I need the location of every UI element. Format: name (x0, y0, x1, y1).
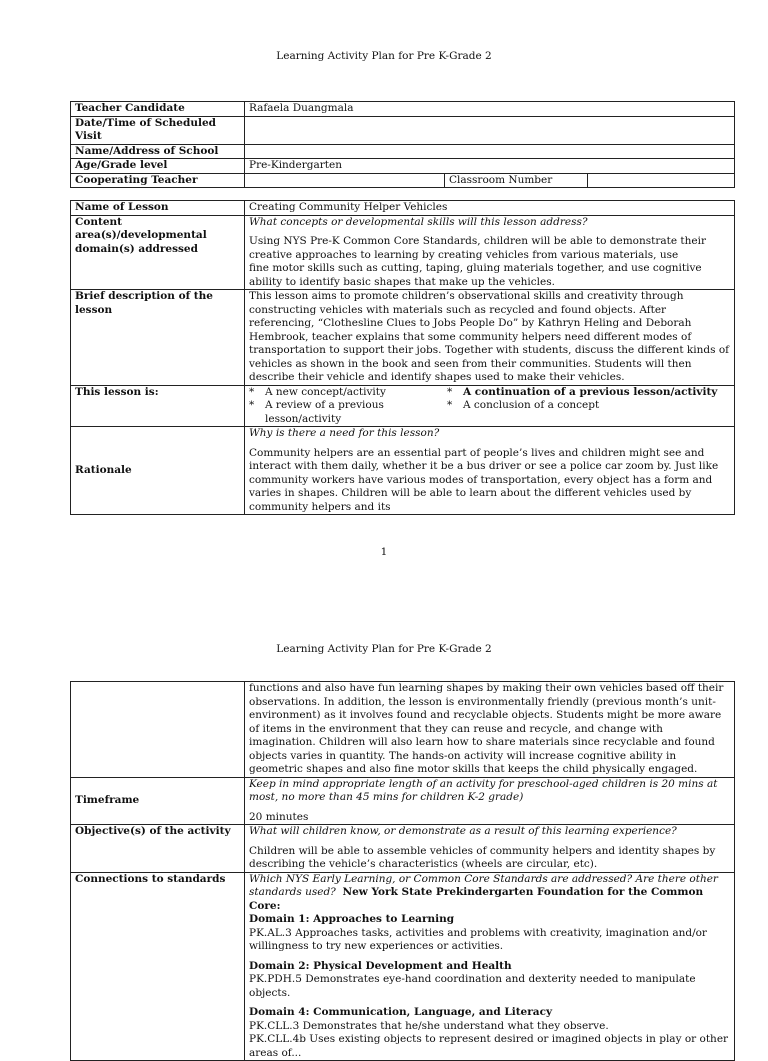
table-row (71, 173, 735, 188)
table-row (71, 144, 735, 159)
bullet: * (447, 399, 453, 411)
content-text: Using NYS Pre-K Common Core Standards, children will be able to demonstrate their creative approaches to learning by creating vehicles from various materials, use (249, 235, 706, 261)
field-label: Objective(s) of the activity (71, 825, 245, 873)
field-value (245, 144, 735, 159)
field-label: Cooperating Teacher (71, 173, 245, 188)
table-row (71, 290, 735, 386)
bullet: * (447, 385, 453, 398)
lesson-name: Creating Community Helper Vehicles (245, 201, 735, 216)
field-value (245, 173, 445, 188)
field-label: Name/Address of School (71, 144, 245, 159)
domain-title: Domain 4: Communication, Language, and Literacy (249, 1006, 553, 1018)
field-label: Brief description of the lesson (71, 290, 245, 386)
field-label: Date/Time of Scheduled Visit (71, 116, 245, 144)
domain-text: PK.CLL.3 Demonstrates that he/she understand what they observe. (249, 1019, 609, 1032)
field-value: Rafaela Duangmala (245, 102, 735, 117)
table-row (71, 215, 735, 290)
objective-text: Children will be able to assemble vehicles of community helpers and identity shapes by describing the vehicle’s characteristics (wheels are circular, etc). (249, 844, 716, 870)
domain-title: Domain 1: Approaches to Learning (249, 913, 455, 925)
table-row (71, 825, 735, 873)
option-conclusion: A conclusion of a concept (463, 399, 600, 411)
table-row (71, 385, 735, 427)
field-label: Connections to standards (71, 872, 245, 1061)
table-row (71, 102, 735, 117)
brief-text: This lesson aims to promote children’s observational skills and creativity through constructing vehicles with materials such as recycled and found objects. After referencing, “Clothesline Clues to Jobs People Do” by Kathryn Heling and Deborah Hembrook, teacher explains that some community helpers need different modes of transportation to support their jobs. Together with students, discuss the different kinds of vehicles as shown in the book and seen from their communities. Students will then describe their vehicle and identify shapes used to make their vehicles. (245, 290, 735, 386)
domain-title: Domain 2: Physical Development and Health (249, 959, 512, 972)
table-row (71, 159, 735, 174)
info-table (70, 101, 735, 188)
objective-prompt: What will children know, or demonstrate as a result of this learning experience? (249, 825, 677, 837)
domain-text: PK.PDH.5 Demonstrates eye-hand coordination and dexterity needed to manipulate objects. (249, 973, 696, 999)
option-continuation: A continuation of a previous lesson/activity (463, 385, 718, 398)
field-value (245, 116, 735, 144)
bullet: * (249, 399, 255, 411)
table-row (71, 777, 735, 825)
rationale-text: Community helpers are an essential part of people’s lives and children might see and interact with them daily, whether it be a bus driver or see a police car zoom by. Just like community workers have various modes of transportation, every object has a form and varies in shapes. Children will be able to learn about the different vehicles used by community helpers and its (249, 446, 719, 513)
option-new: A new concept/activity (265, 385, 386, 398)
table-row (71, 872, 735, 1061)
timeframe-value: 20 minutes (249, 810, 309, 823)
field-label: Classroom Number (445, 173, 588, 188)
table-row (71, 201, 735, 216)
rationale-prompt: Why is there a need for this lesson? (249, 427, 440, 439)
field-label: Age/Grade level (71, 159, 245, 174)
field-label: Rationale (71, 427, 245, 515)
field-label: Content area(s)/developmental domain(s) addressed (71, 215, 245, 290)
timeframe-prompt: Keep in mind appropriate length of an activity for preschool-aged children is 20 mins at most, no more than 45 mins for children K-2 grade) (249, 777, 718, 803)
content-prompt: What concepts or developmental skills will this lesson address? (249, 215, 588, 228)
table-row (71, 682, 735, 778)
option-review: A review of a previous lesson/activity (265, 399, 384, 425)
field-label: Teacher Candidate (71, 102, 245, 117)
field-label: This lesson is: (71, 385, 245, 427)
field-label: Timeframe (71, 777, 245, 825)
field-value (588, 173, 735, 188)
rationale-text: functions and also have fun learning shapes by making their own vehicles based off their observations. In addition, the lesson is environmentally friendly (previous month’s unit-environment) as it involves found and recyclable objects. Students might be more aware of items in the environment that they can reuse and recycle, and change with imagination. Children will also learn how to share materials since recyclable and found objects varies in quantity. The hands-on activity will increase cognitive ability in geometric shapes and also fine motor skills that keeps the child physically engaged. (245, 682, 735, 778)
page-header: Learning Activity Plan for Pre K-Grade 2 (276, 643, 492, 655)
bullet: * (249, 385, 255, 398)
field-value: Pre-Kindergarten (245, 159, 735, 174)
content-text: fine motor skills such as cutting, taping, gluing materials together, and use cognitive ability to identify basic shapes that make up the vehicles. (249, 262, 702, 288)
domain-text: PK.AL.3 Approaches tasks, activities and problems with creativity, imagination and/or willingness to try new experiences or activities. (249, 926, 707, 952)
table-row (71, 427, 735, 515)
field-label: Name of Lesson (71, 201, 245, 216)
page-header: Learning Activity Plan for Pre K-Grade 2 (276, 50, 492, 62)
table-row (71, 116, 735, 144)
domain-text: PK.CLL.4b Uses existing objects to represent desired or imagined objects in play or other areas of... (249, 1033, 729, 1059)
standards-title: New York State Prekindergarten Foundation for the Common Core: (249, 886, 704, 912)
lesson-table-continued (70, 681, 735, 1061)
page-number: 1 (380, 546, 388, 558)
lesson-table (70, 200, 735, 515)
standards-prompt: Which NYS Early Learning, or Common Core Standards are addressed? Are there other standards used? (249, 872, 718, 898)
